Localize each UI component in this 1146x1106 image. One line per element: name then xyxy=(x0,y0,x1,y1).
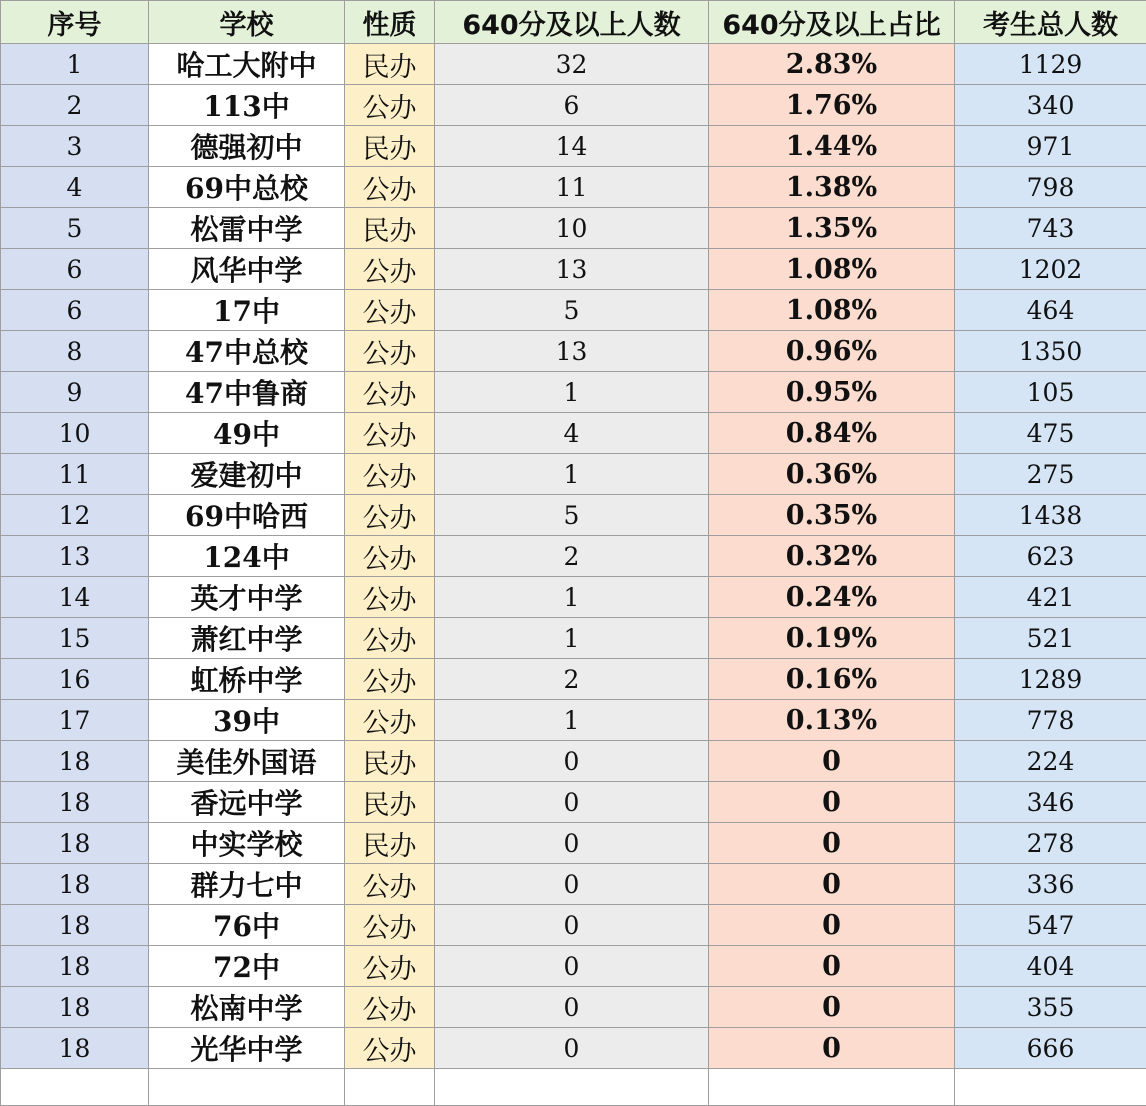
cell-ratio-640[interactable]: 1.08% xyxy=(709,249,955,290)
header-total[interactable]: 考生总人数 xyxy=(955,1,1146,44)
cell-index[interactable]: 4 xyxy=(1,167,149,208)
cell-total[interactable]: 1202 xyxy=(955,249,1146,290)
cell-count-640[interactable]: 0 xyxy=(435,864,709,905)
cell-school[interactable]: 光华中学 xyxy=(149,1028,345,1069)
cell-type[interactable]: 公办 xyxy=(345,413,435,454)
cell-ratio-640[interactable]: 1.38% xyxy=(709,167,955,208)
table-row xyxy=(1,700,1146,741)
table-row xyxy=(1,208,1146,249)
cell-ratio-640[interactable]: 0 xyxy=(709,782,955,823)
cell-count-640[interactable]: 0 xyxy=(435,987,709,1028)
cell-total[interactable]: 666 xyxy=(955,1028,1146,1069)
table-row xyxy=(1,659,1146,700)
cell-total[interactable]: 464 xyxy=(955,290,1146,331)
cell-total[interactable]: 224 xyxy=(955,741,1146,782)
cell-type[interactable]: 民办 xyxy=(345,44,435,85)
header-index[interactable]: 序号 xyxy=(1,1,149,44)
cell-ratio-640[interactable]: 0 xyxy=(709,823,955,864)
cell-school[interactable]: 72中 xyxy=(149,946,345,987)
header-count-640[interactable]: 640分及以上人数 xyxy=(435,1,709,44)
empty-cell[interactable] xyxy=(1,1069,149,1106)
cell-ratio-640[interactable]: 0 xyxy=(709,741,955,782)
cell-school[interactable]: 美佳外国语 xyxy=(149,741,345,782)
cell-count-640[interactable]: 10 xyxy=(435,208,709,249)
cell-ratio-640[interactable]: 0.24% xyxy=(709,577,955,618)
cell-total[interactable]: 971 xyxy=(955,126,1146,167)
cell-school[interactable]: 124中 xyxy=(149,536,345,577)
cell-school[interactable]: 爱建初中 xyxy=(149,454,345,495)
cell-index[interactable]: 18 xyxy=(1,864,149,905)
cell-ratio-640[interactable]: 0.32% xyxy=(709,536,955,577)
table-row xyxy=(1,536,1146,577)
cell-index[interactable]: 14 xyxy=(1,577,149,618)
cell-index[interactable]: 18 xyxy=(1,946,149,987)
cell-count-640[interactable]: 1 xyxy=(435,454,709,495)
cell-school[interactable]: 香远中学 xyxy=(149,782,345,823)
cell-total[interactable]: 275 xyxy=(955,454,1146,495)
cell-index[interactable]: 6 xyxy=(1,249,149,290)
cell-total[interactable]: 336 xyxy=(955,864,1146,905)
cell-count-640[interactable]: 1 xyxy=(435,577,709,618)
cell-type[interactable]: 民办 xyxy=(345,126,435,167)
table-row xyxy=(1,905,1146,946)
cell-type[interactable]: 公办 xyxy=(345,167,435,208)
cell-index[interactable]: 11 xyxy=(1,454,149,495)
cell-count-640[interactable]: 4 xyxy=(435,413,709,454)
cell-total[interactable]: 743 xyxy=(955,208,1146,249)
header-school[interactable]: 学校 xyxy=(149,1,345,44)
cell-type[interactable]: 民办 xyxy=(345,741,435,782)
cell-index[interactable]: 2 xyxy=(1,85,149,126)
cell-school[interactable]: 69中总校 xyxy=(149,167,345,208)
cell-school[interactable]: 17中 xyxy=(149,290,345,331)
header-type[interactable]: 性质 xyxy=(345,1,435,44)
table-row xyxy=(1,454,1146,495)
cell-total[interactable]: 278 xyxy=(955,823,1146,864)
cell-count-640[interactable]: 11 xyxy=(435,167,709,208)
cell-total[interactable]: 521 xyxy=(955,618,1146,659)
cell-type[interactable]: 民办 xyxy=(345,782,435,823)
cell-school[interactable]: 松雷中学 xyxy=(149,208,345,249)
table-row xyxy=(1,331,1146,372)
empty-cell[interactable] xyxy=(345,1069,435,1106)
cell-count-640[interactable]: 32 xyxy=(435,44,709,85)
cell-school[interactable]: 113中 xyxy=(149,85,345,126)
cell-total[interactable]: 1129 xyxy=(955,44,1146,85)
cell-type[interactable]: 公办 xyxy=(345,85,435,126)
cell-type[interactable]: 公办 xyxy=(345,700,435,741)
cell-school[interactable]: 39中 xyxy=(149,700,345,741)
cell-total[interactable]: 1438 xyxy=(955,495,1146,536)
cell-count-640[interactable]: 0 xyxy=(435,905,709,946)
cell-count-640[interactable]: 5 xyxy=(435,495,709,536)
cell-index[interactable]: 6 xyxy=(1,290,149,331)
cell-ratio-640[interactable]: 0 xyxy=(709,905,955,946)
cell-type[interactable]: 公办 xyxy=(345,618,435,659)
cell-total[interactable]: 778 xyxy=(955,700,1146,741)
cell-ratio-640[interactable]: 0.13% xyxy=(709,700,955,741)
cell-school[interactable]: 69中哈西 xyxy=(149,495,345,536)
table-row xyxy=(1,987,1146,1028)
cell-total[interactable]: 475 xyxy=(955,413,1146,454)
cell-school[interactable]: 风华中学 xyxy=(149,249,345,290)
cell-ratio-640[interactable]: 0 xyxy=(709,864,955,905)
cell-total[interactable]: 346 xyxy=(955,782,1146,823)
cell-school[interactable]: 47中总校 xyxy=(149,331,345,372)
cell-index[interactable]: 18 xyxy=(1,905,149,946)
cell-type[interactable]: 公办 xyxy=(345,454,435,495)
cell-count-640[interactable]: 1 xyxy=(435,372,709,413)
cell-index[interactable]: 18 xyxy=(1,1028,149,1069)
cell-index[interactable]: 12 xyxy=(1,495,149,536)
cell-count-640[interactable]: 0 xyxy=(435,1028,709,1069)
table-row xyxy=(1,413,1146,454)
cell-school[interactable]: 群力七中 xyxy=(149,864,345,905)
cell-ratio-640[interactable]: 0 xyxy=(709,946,955,987)
empty-row xyxy=(1,1069,1146,1106)
cell-index[interactable]: 15 xyxy=(1,618,149,659)
cell-school[interactable]: 英才中学 xyxy=(149,577,345,618)
cell-count-640[interactable]: 0 xyxy=(435,741,709,782)
cell-total[interactable]: 340 xyxy=(955,85,1146,126)
cell-ratio-640[interactable]: 1.76% xyxy=(709,85,955,126)
header-ratio-640[interactable]: 640分及以上占比 xyxy=(709,1,955,44)
table-row xyxy=(1,618,1146,659)
cell-count-640[interactable]: 2 xyxy=(435,536,709,577)
cell-ratio-640[interactable]: 0.16% xyxy=(709,659,955,700)
cell-school[interactable]: 哈工大附中 xyxy=(149,44,345,85)
cell-ratio-640[interactable]: 0.35% xyxy=(709,495,955,536)
cell-ratio-640[interactable]: 0.19% xyxy=(709,618,955,659)
cell-total[interactable]: 547 xyxy=(955,905,1146,946)
table-row xyxy=(1,1028,1146,1069)
cell-type[interactable]: 公办 xyxy=(345,577,435,618)
table-row xyxy=(1,126,1146,167)
table-row xyxy=(1,372,1146,413)
cell-school[interactable]: 松南中学 xyxy=(149,987,345,1028)
cell-total[interactable]: 404 xyxy=(955,946,1146,987)
table-row xyxy=(1,85,1146,126)
cell-school[interactable]: 49中 xyxy=(149,413,345,454)
cell-total[interactable]: 798 xyxy=(955,167,1146,208)
cell-ratio-640[interactable]: 0.36% xyxy=(709,454,955,495)
cell-index[interactable]: 9 xyxy=(1,372,149,413)
cell-count-640[interactable]: 0 xyxy=(435,823,709,864)
cell-count-640[interactable]: 13 xyxy=(435,249,709,290)
table-row xyxy=(1,823,1146,864)
cell-type[interactable]: 公办 xyxy=(345,495,435,536)
cell-ratio-640[interactable]: 0.95% xyxy=(709,372,955,413)
cell-ratio-640[interactable]: 0 xyxy=(709,987,955,1028)
cell-count-640[interactable]: 5 xyxy=(435,290,709,331)
table-row xyxy=(1,44,1146,85)
cell-school[interactable]: 萧红中学 xyxy=(149,618,345,659)
table-row xyxy=(1,946,1146,987)
cell-index[interactable]: 1 xyxy=(1,44,149,85)
cell-index[interactable]: 18 xyxy=(1,987,149,1028)
cell-type[interactable]: 公办 xyxy=(345,249,435,290)
cell-index[interactable]: 17 xyxy=(1,700,149,741)
cell-total[interactable]: 421 xyxy=(955,577,1146,618)
cell-school[interactable]: 47中鲁商 xyxy=(149,372,345,413)
table-body xyxy=(1,44,1146,1106)
cell-index[interactable]: 18 xyxy=(1,741,149,782)
cell-count-640[interactable]: 0 xyxy=(435,946,709,987)
cell-ratio-640[interactable]: 0.96% xyxy=(709,331,955,372)
cell-type[interactable]: 公办 xyxy=(345,1028,435,1069)
cell-index[interactable]: 18 xyxy=(1,782,149,823)
cell-ratio-640[interactable]: 2.83% xyxy=(709,44,955,85)
cell-school[interactable]: 虹桥中学 xyxy=(149,659,345,700)
cell-school[interactable]: 76中 xyxy=(149,905,345,946)
cell-index[interactable]: 18 xyxy=(1,823,149,864)
table-row xyxy=(1,290,1146,331)
cell-type[interactable]: 民办 xyxy=(345,208,435,249)
cell-index[interactable]: 3 xyxy=(1,126,149,167)
table-row xyxy=(1,495,1146,536)
cell-total[interactable]: 1289 xyxy=(955,659,1146,700)
cell-type[interactable]: 民办 xyxy=(345,823,435,864)
table-row xyxy=(1,577,1146,618)
cell-ratio-640[interactable]: 0 xyxy=(709,1028,955,1069)
cell-count-640[interactable]: 13 xyxy=(435,331,709,372)
table-row xyxy=(1,167,1146,208)
cell-ratio-640[interactable]: 0.84% xyxy=(709,413,955,454)
cell-count-640[interactable]: 1 xyxy=(435,700,709,741)
cell-count-640[interactable]: 0 xyxy=(435,782,709,823)
table-row xyxy=(1,741,1146,782)
cell-type[interactable]: 公办 xyxy=(345,946,435,987)
cell-school[interactable]: 中实学校 xyxy=(149,823,345,864)
cell-index[interactable]: 10 xyxy=(1,413,149,454)
cell-count-640[interactable]: 14 xyxy=(435,126,709,167)
header-row xyxy=(1,1,1146,44)
cell-type[interactable]: 公办 xyxy=(345,372,435,413)
table-row xyxy=(1,249,1146,290)
cell-type[interactable]: 公办 xyxy=(345,659,435,700)
cell-type[interactable]: 公办 xyxy=(345,905,435,946)
cell-index[interactable]: 5 xyxy=(1,208,149,249)
empty-cell[interactable] xyxy=(955,1069,1146,1106)
table-row xyxy=(1,864,1146,905)
cell-total[interactable]: 1350 xyxy=(955,331,1146,372)
cell-count-640[interactable]: 6 xyxy=(435,85,709,126)
cell-ratio-640[interactable]: 1.44% xyxy=(709,126,955,167)
cell-type[interactable]: 公办 xyxy=(345,536,435,577)
cell-count-640[interactable]: 2 xyxy=(435,659,709,700)
cell-total[interactable]: 355 xyxy=(955,987,1146,1028)
cell-total[interactable]: 623 xyxy=(955,536,1146,577)
cell-school[interactable]: 德强初中 xyxy=(149,126,345,167)
cell-type[interactable]: 公办 xyxy=(345,987,435,1028)
cell-type[interactable]: 公办 xyxy=(345,331,435,372)
table-row xyxy=(1,782,1146,823)
cell-type[interactable]: 公办 xyxy=(345,290,435,331)
cell-count-640[interactable]: 1 xyxy=(435,618,709,659)
cell-ratio-640[interactable]: 1.08% xyxy=(709,290,955,331)
cell-ratio-640[interactable]: 1.35% xyxy=(709,208,955,249)
cell-index[interactable]: 16 xyxy=(1,659,149,700)
cell-total[interactable]: 105 xyxy=(955,372,1146,413)
cell-type[interactable]: 公办 xyxy=(345,864,435,905)
cell-index[interactable]: 8 xyxy=(1,331,149,372)
empty-cell[interactable] xyxy=(435,1069,709,1106)
empty-cell[interactable] xyxy=(149,1069,345,1106)
cell-index[interactable]: 13 xyxy=(1,536,149,577)
empty-cell[interactable] xyxy=(709,1069,955,1106)
